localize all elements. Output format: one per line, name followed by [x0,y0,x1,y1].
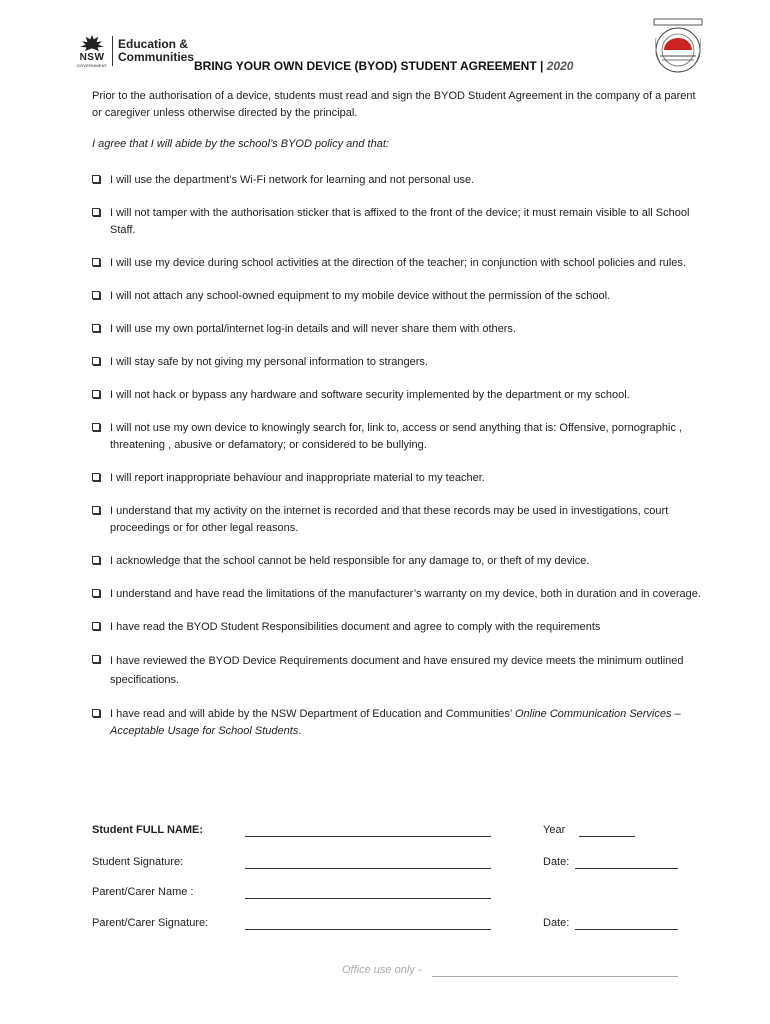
checkbox-icon[interactable] [92,423,100,431]
date-label-2: Date: [543,917,570,929]
checklist-item [92,420,702,454]
checkbox-icon[interactable] [92,556,100,564]
agree-statement: I agree that I will abide by the school’s BYOD policy and that: [92,138,389,150]
checklist-item [92,288,702,305]
checklist-item-text: I understand that my activity on the internet is recorded and that these records may be used in investigations, court proceedings or for other legal reasons. [110,505,669,534]
date-field[interactable] [575,856,678,869]
policy-document-name: Online Communication Services – Acceptable Usage for School Students [110,708,681,737]
checklist-item-text: I have read the BYOD Student Responsibilities document and agree to comply with the requirements [110,621,601,633]
checklist-item-text: I will use my device during school activities at the direction of the teacher; in conjunction with school policies and rules. [110,257,686,269]
checklist-item [92,553,702,570]
waratah-icon [78,34,106,52]
checkbox-icon[interactable] [92,258,100,266]
checkbox-icon[interactable] [92,473,100,481]
checklist-item-text: I will not attach any school-owned equipment to my mobile device without the permission of the school. [110,290,611,302]
checklist-item-text: I will not use my own device to knowingly search for, link to, access or send anything that is: Offensive, pornographic , threatening , abusive or defamatory; or considered to be bullying. [110,422,683,451]
checklist-item [92,172,702,189]
checkbox-icon[interactable] [92,390,100,398]
checkbox-icon[interactable] [92,208,100,216]
title-text: BRING YOUR OWN DEVICE (BYOD) STUDENT AGREEMENT | [194,59,544,73]
checklist-item-text: I will not tamper with the authorisation sticker that is affixed to the front of the device; it must remain visible to all School Staff. [110,207,690,236]
checklist-item-text: I have reviewed the BYOD Device Requirements document and have ensured my device meets the minimum outlined specifications. [110,655,684,686]
checkbox-icon[interactable] [92,589,100,597]
checklist-item [92,503,702,537]
checklist-item-text: I will use the department’s Wi-Fi network for learning and not personal use. [110,174,475,186]
checklist-item [92,205,702,239]
checklist-item-suffix: . [298,725,302,737]
checklist-item [92,652,702,690]
checklist-item-text: I will stay safe by not giving my personal information to strangers. [110,356,428,368]
checklist-item [92,470,702,487]
checklist-item [92,354,702,371]
checklist-item-text: I understand and have read the limitations of the manufacturer’s warranty on my device, both in duration and in coverage. [110,588,701,600]
checklist-item [92,586,702,603]
school-crest-icon [650,16,706,74]
checklist-item [92,387,702,404]
checklist-item-text: I will not hack or bypass any hardware and software security implemented by the department or my school. [110,389,630,401]
intro-paragraph: Prior to the authorisation of a device, students must read and sign the BYOD Student Agreement in the company of a parent or caregiver unless otherwise directed by the principal. [92,90,696,119]
logo-line-2: Communities [118,50,195,64]
waratah-logo-mark [76,34,108,68]
checkbox-icon[interactable] [92,506,100,514]
office-use-field[interactable] [432,964,678,977]
student-name-label: Student FULL NAME: [92,824,204,836]
logo-divider [112,36,113,66]
checkbox-icon[interactable] [92,175,100,183]
checklist-item [92,255,702,272]
checkbox-icon[interactable] [92,324,100,332]
checklist-item [92,706,702,740]
logo-government-text: GOVERNMENT [76,63,108,68]
checkbox-icon[interactable] [92,655,100,663]
checkbox-icon[interactable] [92,291,100,299]
parent-name-field[interactable] [245,886,491,899]
nsw-education-logo [76,34,194,68]
checklist-item [92,619,702,636]
page-title [194,59,573,73]
parent-name-label: Parent/Carer Name : [92,886,194,898]
logo-nsw-text: NSW [79,52,105,63]
parent-signature-field[interactable] [245,917,491,930]
checklist-item-text: I will use my own portal/internet log-in details and will never share them with others. [110,323,516,335]
checkbox-icon[interactable] [92,622,100,630]
checkbox-icon[interactable] [92,709,100,717]
checklist-item [92,321,702,338]
checklist-item-text: I will report inappropriate behaviour and inappropriate material to my teacher. [110,472,485,484]
year-field[interactable] [579,824,635,837]
parent-signature-label: Parent/Carer Signature: [92,917,209,929]
checkbox-icon[interactable] [92,357,100,365]
logo-line-1: Education & [118,37,189,51]
date-label: Date: [543,856,570,868]
checklist-item-text: I acknowledge that the school cannot be held responsible for any damage to, or theft of my device. [110,555,590,567]
logo-wordmark [118,38,194,64]
agreement-checklist [92,172,702,740]
student-name-field[interactable] [245,824,491,837]
office-use-label: Office use only - [342,964,422,976]
year-label: Year [543,824,566,836]
checklist-item-text: I have read and will abide by the NSW Department of Education and Communities’ [110,708,512,720]
date-field-2[interactable] [575,917,678,930]
student-signature-label: Student Signature: [92,856,184,868]
title-year: 2020 [546,59,574,73]
student-signature-field[interactable] [245,856,491,869]
